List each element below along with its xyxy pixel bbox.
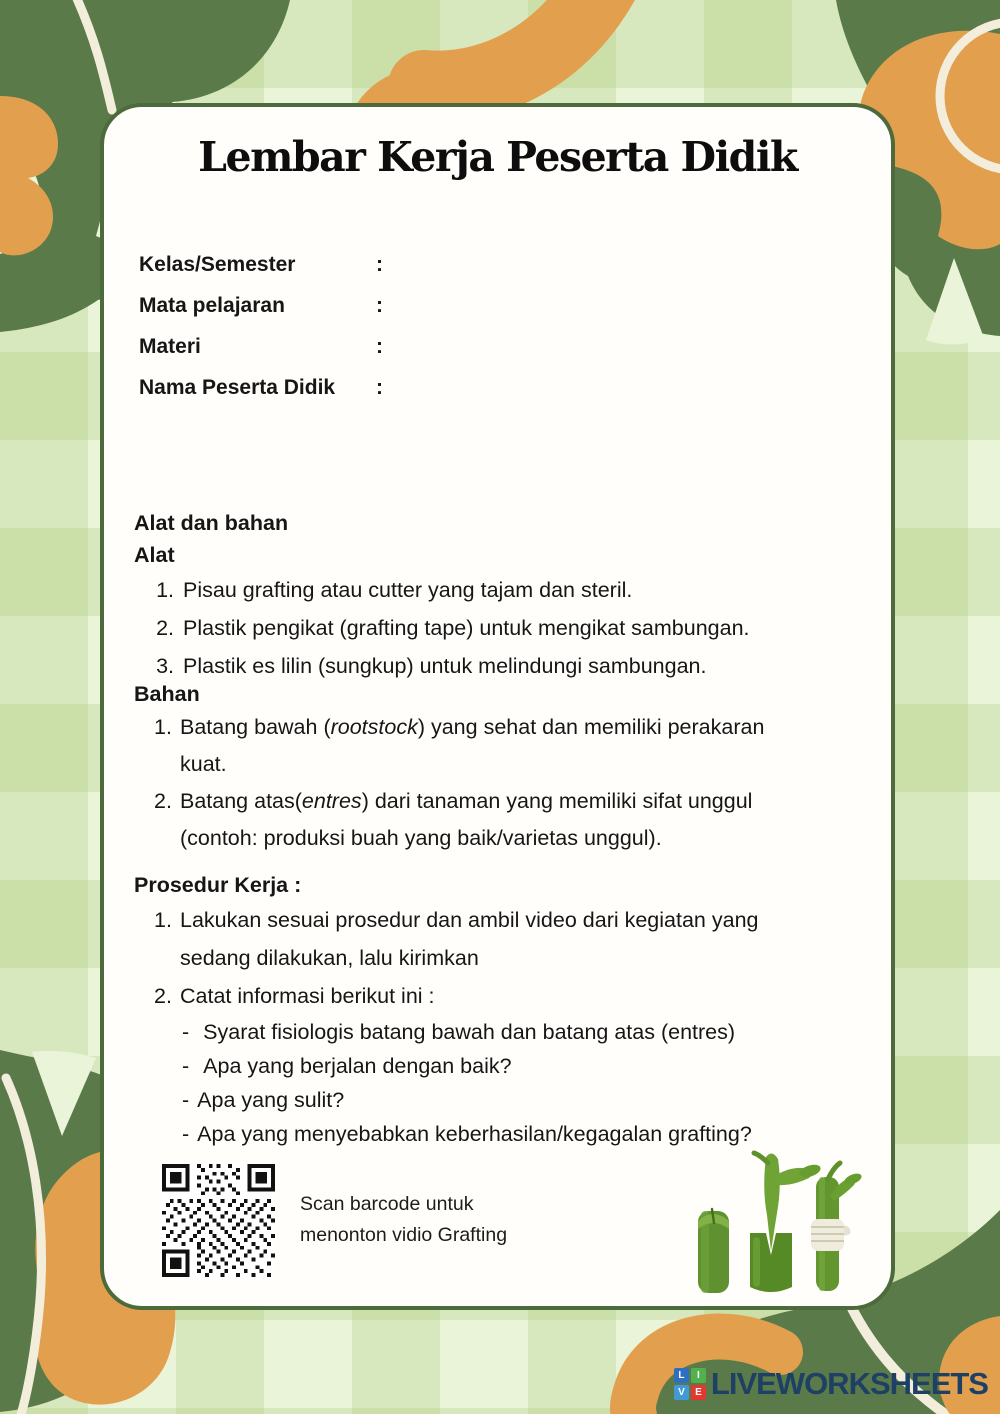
form-label: Materi bbox=[139, 335, 201, 358]
list-item bbox=[134, 901, 865, 977]
list-item bbox=[134, 609, 865, 647]
logo-tile: L bbox=[674, 1368, 689, 1383]
form-label: Nama Peserta Didik bbox=[139, 376, 336, 399]
form-row-mapel bbox=[139, 293, 851, 319]
list-text: Lakukan sesuai prosedur dan ambil video dari kegiatan yang sedang dilakukan, lalu kirimkan bbox=[180, 908, 759, 970]
taped-graft-stem bbox=[811, 1163, 863, 1291]
list-number: 3. bbox=[156, 654, 174, 678]
section-heading: Alat dan bahan bbox=[134, 511, 289, 535]
form-colon: : bbox=[376, 376, 383, 399]
list-item bbox=[134, 977, 865, 1015]
liveworksheets-logo-icon bbox=[674, 1368, 706, 1400]
section-alat-dan-bahan bbox=[134, 507, 865, 857]
form-colon: : bbox=[376, 294, 383, 317]
form-value-field[interactable] bbox=[390, 293, 851, 319]
logo-tile: E bbox=[691, 1385, 706, 1400]
dash-bullet: - bbox=[182, 1088, 190, 1112]
list-number: 2. bbox=[156, 616, 174, 640]
list-number: 1. bbox=[156, 578, 174, 602]
qr-code bbox=[162, 1164, 275, 1277]
list-number: 2. bbox=[154, 789, 172, 813]
rootstock-stem bbox=[698, 1209, 729, 1293]
liveworksheets-wordmark: LIVEWORKSHEETS bbox=[710, 1366, 988, 1401]
alat-list bbox=[134, 571, 865, 685]
form-value-field[interactable] bbox=[390, 334, 851, 360]
scion-into-stock bbox=[750, 1153, 822, 1292]
page-title: Lembar Kerja Peserta Didik bbox=[198, 133, 797, 181]
form-colon: : bbox=[376, 253, 383, 276]
list-item bbox=[134, 571, 865, 609]
list-number: 2. bbox=[154, 984, 172, 1008]
list-item bbox=[134, 1049, 865, 1083]
list-text: Apa yang sulit? bbox=[197, 1088, 345, 1112]
prosedur-list bbox=[134, 901, 865, 1015]
list-text: Plastik pengikat (grafting tape) untuk mengikat sambungan. bbox=[183, 616, 750, 640]
dash-bullet: - bbox=[182, 1054, 190, 1078]
list-item bbox=[134, 1083, 865, 1117]
form-value-field[interactable] bbox=[390, 252, 851, 278]
list-text: Apa yang menyebabkan keberhasilan/kegagalan grafting? bbox=[197, 1122, 752, 1146]
bahan-list bbox=[134, 709, 865, 857]
liveworksheets-logo[interactable] bbox=[674, 1366, 988, 1402]
list-text: Batang atas(entres) dari tanaman yang memiliki sifat unggul (contoh: produksi buah yang baik/varietas unggul). bbox=[180, 789, 753, 850]
form-value-field[interactable] bbox=[390, 375, 851, 401]
form-label: Kelas/Semester bbox=[139, 253, 296, 276]
form-row-materi bbox=[139, 334, 851, 360]
prosedur-sub-list bbox=[134, 1015, 865, 1151]
qr-caption-line: Scan barcode untuk bbox=[300, 1193, 474, 1215]
dash-bullet: - bbox=[182, 1122, 190, 1146]
subsection-heading-alat: Alat bbox=[134, 543, 175, 567]
list-item bbox=[134, 783, 865, 857]
form-row-nama bbox=[139, 375, 851, 401]
form-colon: : bbox=[376, 335, 383, 358]
section-heading: Prosedur Kerja : bbox=[134, 873, 302, 897]
section-prosedur-kerja bbox=[134, 869, 865, 1151]
list-text: Pisau grafting atau cutter yang tajam dan steril. bbox=[183, 578, 633, 602]
list-text: Apa yang berjalan dengan baik? bbox=[203, 1054, 512, 1078]
header-form bbox=[139, 252, 851, 416]
form-row-kelas bbox=[139, 252, 851, 278]
dash-bullet: - bbox=[182, 1020, 190, 1044]
list-text: Syarat fisiologis batang bawah dan batang atas (entres) bbox=[203, 1020, 736, 1044]
grafting-illustration bbox=[688, 1137, 863, 1302]
list-number: 1. bbox=[154, 908, 172, 932]
subsection-heading-bahan: Bahan bbox=[134, 682, 200, 706]
qr-caption bbox=[300, 1189, 507, 1251]
logo-tile: I bbox=[691, 1368, 706, 1383]
list-item bbox=[134, 1015, 865, 1049]
qr-caption-line: menonton vidio Grafting bbox=[300, 1224, 508, 1246]
list-item bbox=[134, 709, 865, 783]
worksheet-card bbox=[100, 103, 895, 1310]
form-label: Mata pelajaran bbox=[139, 294, 285, 317]
list-text: Batang bawah (rootstock) yang sehat dan memiliki perakaran kuat. bbox=[180, 715, 765, 776]
list-text: Catat informasi berikut ini : bbox=[180, 984, 435, 1008]
logo-tile: V bbox=[674, 1385, 689, 1400]
list-text: Plastik es lilin (sungkup) untuk melindungi sambungan. bbox=[183, 654, 707, 678]
list-number: 1. bbox=[154, 715, 172, 739]
